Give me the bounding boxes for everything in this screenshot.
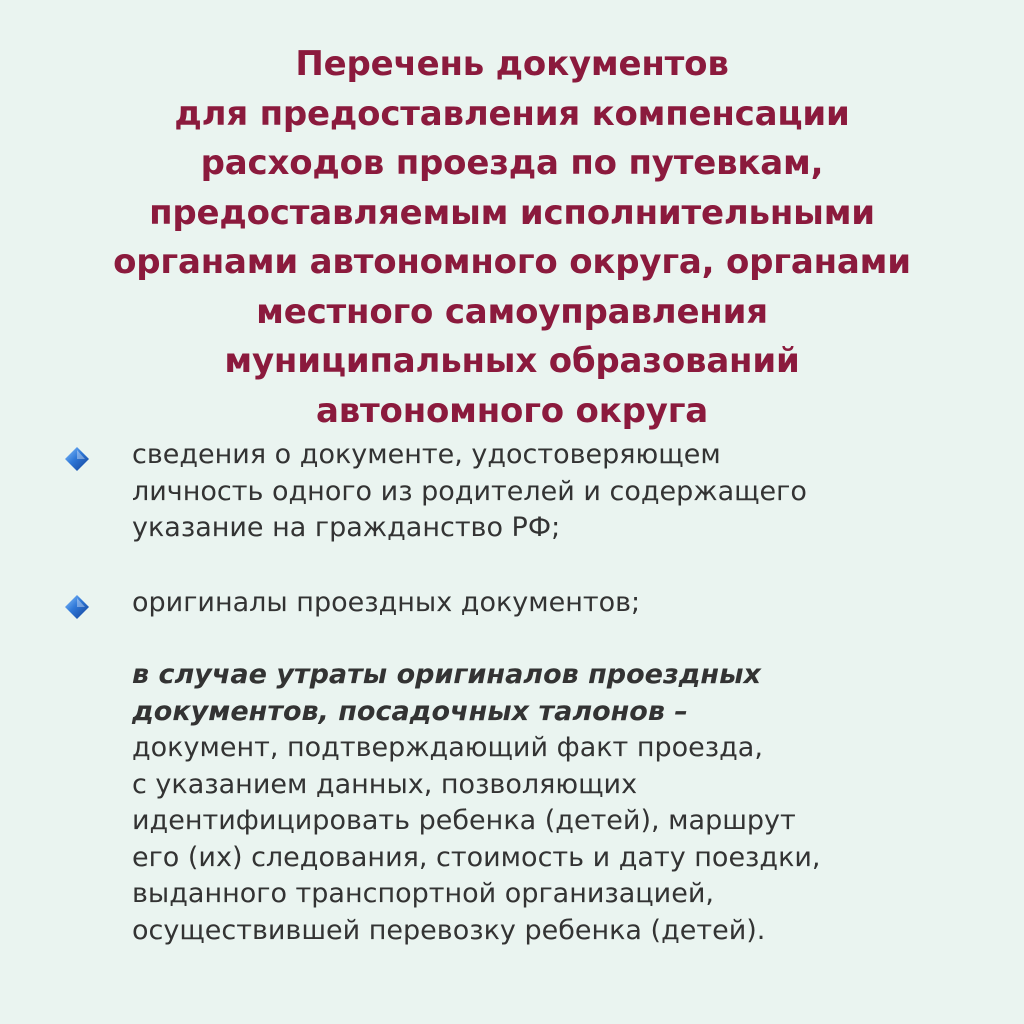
title-line: местного самоуправления: [256, 291, 768, 332]
list-item-line: указание на гражданство РФ;: [132, 512, 561, 543]
note-body-line: документ, подтверждающий факт проезда,: [132, 732, 763, 763]
list-item-identity-document: [132, 437, 992, 547]
note-body-line: с указанием данных, позволяющих: [132, 768, 638, 800]
diamond-bullet-icon: [64, 446, 90, 472]
note-body-line: осуществившей перевозку ребенка (детей).: [132, 914, 766, 946]
list-item-line: личность одного из родителей и содержащего: [132, 475, 807, 507]
lost-documents-note: [132, 657, 992, 949]
title-line: муниципальных образований: [224, 341, 800, 381]
note-emphasis-line: документов, посадочных талонов –: [132, 695, 688, 727]
title-line: Перечень документов: [295, 44, 729, 84]
title-line: предоставляемым исполнительными: [149, 192, 875, 233]
note-body-line: его (их) следования, стоимость и дату поездки,: [132, 841, 821, 873]
title-line: для предоставления компенсации: [174, 93, 850, 134]
title-line: расходов проезда по путевкам,: [200, 143, 824, 183]
title-line: органами автономного округа, органами: [113, 242, 911, 282]
list-item-line: оригиналы проездных документов;: [132, 587, 641, 618]
title-line: автономного округа: [315, 390, 708, 431]
diamond-bullet-icon: [64, 594, 90, 620]
list-item-line: сведения о документе, удостоверяющем: [132, 439, 721, 470]
list-item-travel-documents: [132, 585, 992, 622]
note-emphasis-line: в случае утраты оригиналов проездных: [132, 659, 761, 690]
note-body-line: выданного транспортной организацией,: [132, 878, 714, 909]
page-title: [40, 40, 984, 436]
note-body-line: идентифицировать ребенка (детей), маршрут: [132, 805, 796, 836]
